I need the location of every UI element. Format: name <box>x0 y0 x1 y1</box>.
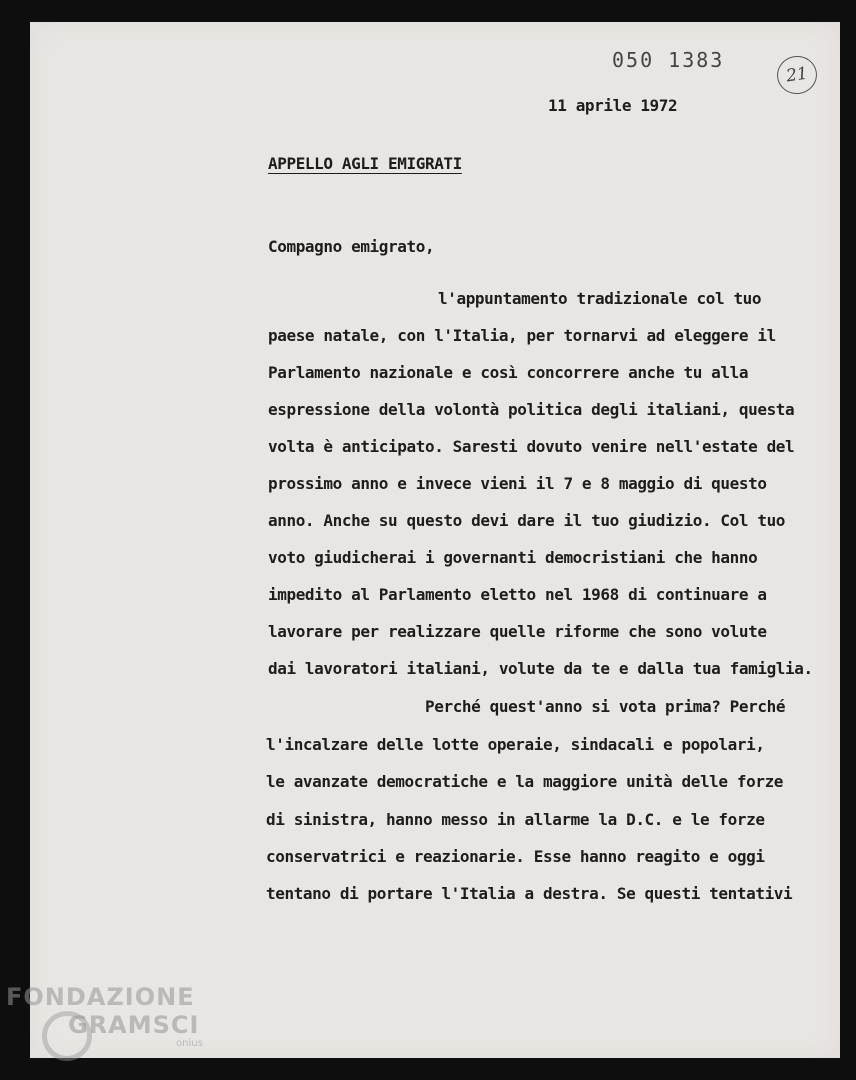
document-date: 11 aprile 1972 <box>548 96 678 115</box>
body-line: voto giudicherai i governanti democristiani che hanno <box>268 548 758 567</box>
fondazione-gramsci-watermark <box>6 985 203 1049</box>
watermark-line-1: FONDAZIONE <box>6 983 195 1011</box>
body-line: lavorare per realizzare quelle riforme che sono volute <box>268 622 767 641</box>
folio-number-circled: 21 <box>775 53 820 96</box>
archive-number: 050 1383 <box>612 48 725 72</box>
body-line: tentano di portare l'Italia a destra. Se questi tentativi <box>266 884 793 903</box>
body-line: espressione della volontà politica degli italiani, questa <box>268 400 795 419</box>
watermark-logo-ring <box>42 1011 92 1061</box>
body-line: impedito al Parlamento eletto nel 1968 di continuare a <box>268 585 767 604</box>
salutation: Compagno emigrato, <box>268 237 435 256</box>
body-line: Parlamento nazionale e così concorrere anche tu alla <box>268 363 749 382</box>
body-line: prossimo anno e invece vieni il 7 e 8 maggio di questo <box>268 474 767 493</box>
body-line: le avanzate democratiche e la maggiore unità delle forze <box>266 772 784 791</box>
body-line: dai lavoratori italiani, volute da te e dalla tua famiglia. <box>268 659 813 678</box>
watermark-line-3: onlus <box>176 1038 203 1049</box>
body-line: paese natale, con l'Italia, per tornarvi ad eleggere il <box>268 326 776 345</box>
body-line: l'incalzare delle lotte operaie, sindacali e popolari, <box>266 735 765 754</box>
body-line: di sinistra, hanno messo in allarme la D.C. e le forze <box>266 810 765 829</box>
document-title: APPELLO AGLI EMIGRATI <box>268 154 462 173</box>
body-line: volta è anticipato. Saresti dovuto venire nell'estate del <box>268 437 795 456</box>
body-line: l'appuntamento tradizionale col tuo <box>438 289 762 308</box>
body-line: anno. Anche su questo devi dare il tuo giudizio. Col tuo <box>268 511 786 530</box>
watermark-line-2: GRAMSCI <box>68 1011 200 1039</box>
body-line: Perché quest'anno si vota prima? Perché <box>425 697 786 716</box>
body-line: conservatrici e reazionarie. Esse hanno reagito e oggi <box>266 847 765 866</box>
